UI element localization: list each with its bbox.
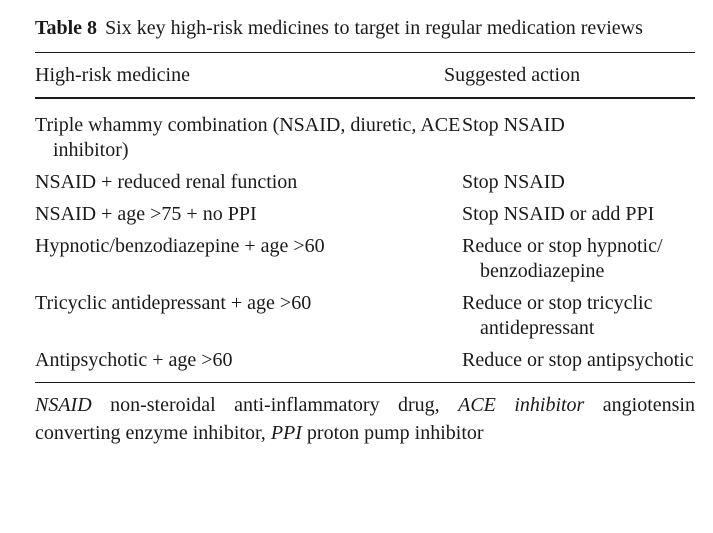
action-cell: Stop NSAID or add PPI xyxy=(462,203,655,225)
footnote-def-nsaid: non-steroidal anti-inflammatory drug, xyxy=(110,394,440,416)
table-row xyxy=(35,113,695,163)
column-header-action: Suggested action xyxy=(444,63,581,86)
table-header-row xyxy=(35,53,695,97)
table-row xyxy=(35,291,695,341)
footnote-abbr-ace: ACE inhibitor xyxy=(458,394,585,416)
medicine-cell: NSAID + age >75 + no PPI xyxy=(35,203,257,225)
footnote-def-ppi: proton pump inhibitor xyxy=(306,422,484,444)
table-page xyxy=(35,14,695,447)
action-cell: Stop NSAID xyxy=(462,171,565,193)
medicine-cell: Triple whammy combination (NSAID, diuretic, ACE inhibitor) xyxy=(35,114,461,161)
medicine-cell: NSAID + reduced renal function xyxy=(35,171,298,193)
footnote-abbr-ppi: PPI xyxy=(270,422,302,444)
action-cell: Stop NSAID xyxy=(462,114,565,136)
table-row xyxy=(35,348,695,373)
table-label: Table 8 xyxy=(35,17,98,39)
action-cell: Reduce or stop tricyclic antidepressant xyxy=(462,292,653,339)
table-caption xyxy=(35,14,695,42)
action-cell: Reduce or stop hypnotic/ benzodiazepine xyxy=(462,235,663,282)
medicine-cell: Hypnotic/benzodiazepine + age >60 xyxy=(35,235,325,257)
table-title: Six key high-risk medicines to target in regular medication reviews xyxy=(105,17,643,39)
table-row xyxy=(35,170,695,195)
column-header-medicine: High-risk medicine xyxy=(35,63,190,86)
bottom-rule xyxy=(35,382,695,383)
footnote-abbr-nsaid: NSAID xyxy=(35,394,92,416)
action-cell: Reduce or stop antipsychotic xyxy=(462,349,694,371)
medicine-cell: Tricyclic antidepressant + age >60 xyxy=(35,292,312,314)
medicine-cell: Antipsychotic + age >60 xyxy=(35,349,233,371)
table-row xyxy=(35,234,695,284)
table-footnote xyxy=(35,391,695,447)
footnote-def-ace: angiotensin converting enzyme inhibitor, xyxy=(35,394,695,444)
table-body xyxy=(35,99,695,382)
table-row xyxy=(35,202,695,227)
